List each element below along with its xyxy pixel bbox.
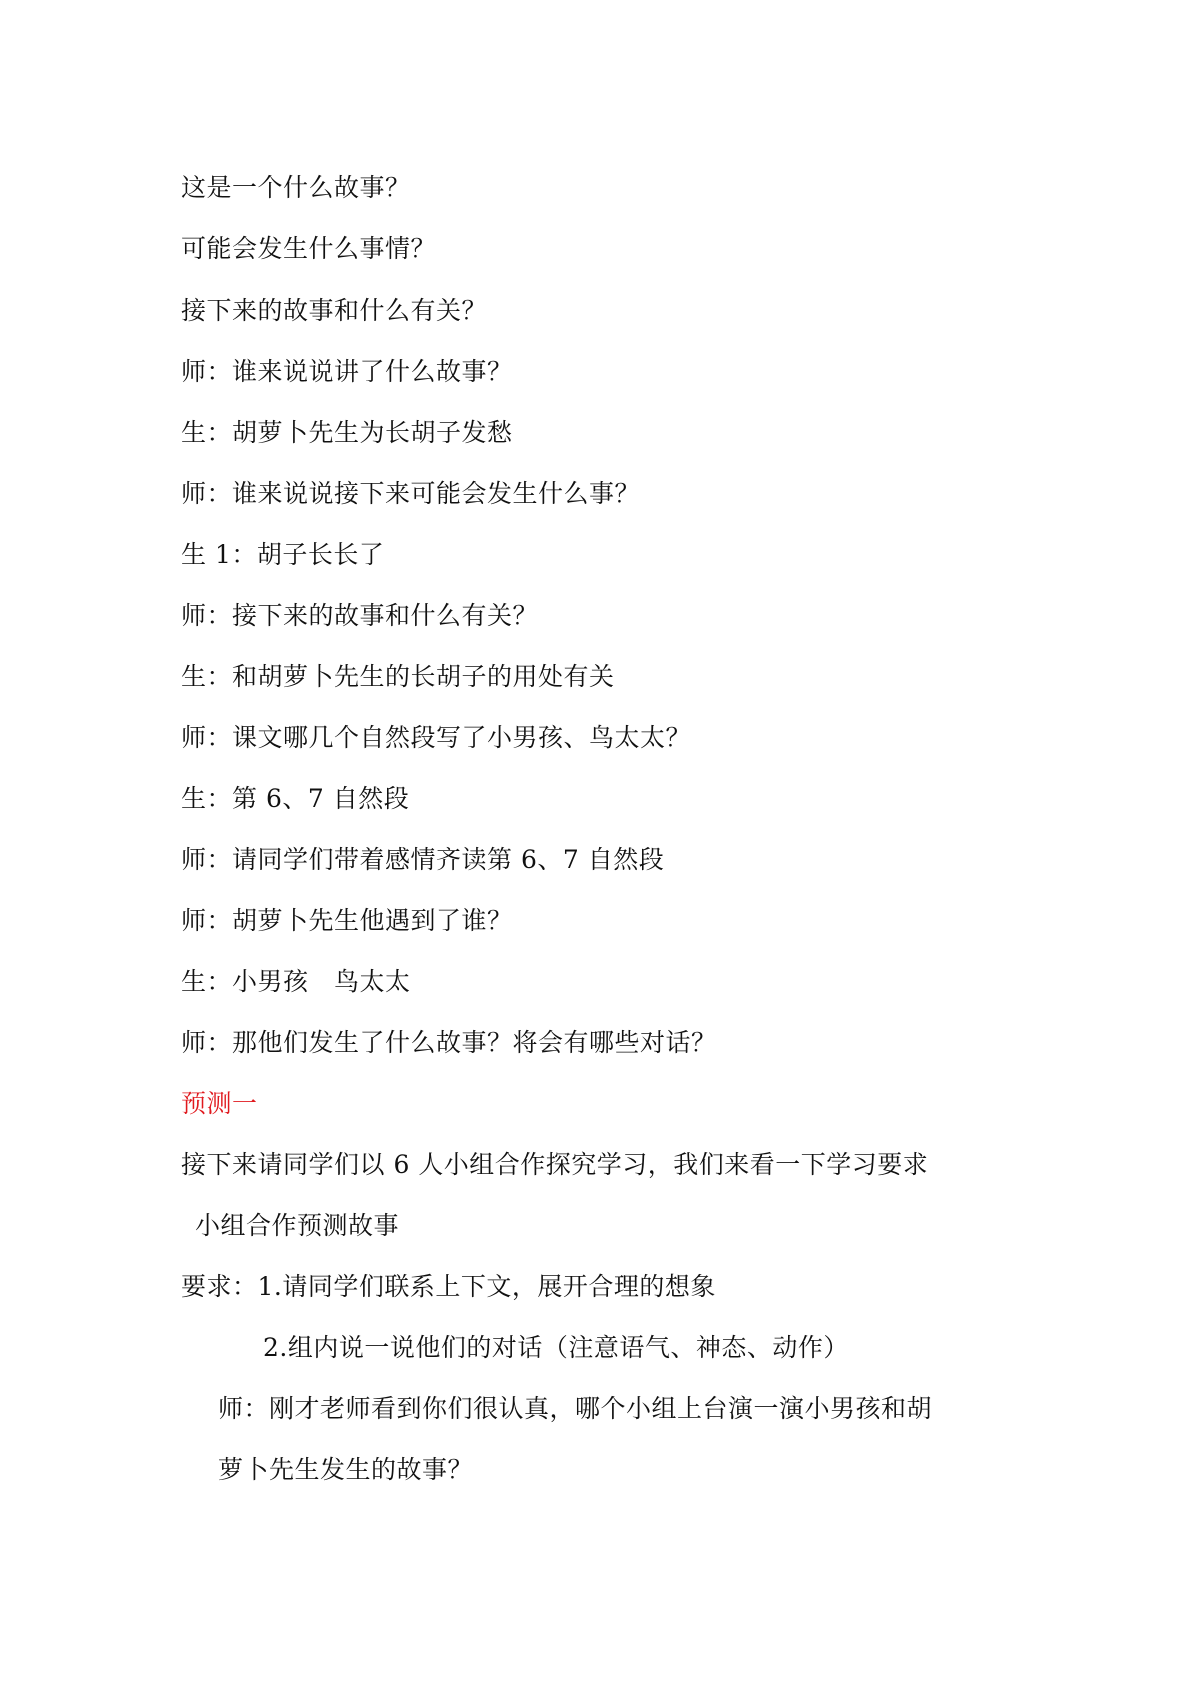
task-title: 小组合作预测故事 [195,1211,400,1240]
dialogue-line: 师：谁来说说接下来可能会发生什么事？ [181,479,641,508]
question-line: 可能会发生什么事情？ [181,234,437,263]
dialogue-line: 师：接下来的故事和什么有关？ [181,601,539,630]
dialogue-line: 生：和胡萝卜先生的长胡子的用处有关 [181,662,615,691]
dialogue-line: 师：请同学们带着感情齐读第 6、7 自然段 [181,845,665,874]
dialogue-line: 生：第 6、7 自然段 [181,784,410,813]
intro-line: 接下来请同学们以 6 人小组合作探究学习，我们来看一下学习要求 [181,1150,929,1179]
requirement-line: 2.组内说一说他们的对话（注意语气、神态、动作） [263,1333,849,1362]
teacher-line: 师：刚才老师看到你们很认真，哪个小组上台演一演小男孩和胡 [218,1394,933,1423]
question-line: 这是一个什么故事？ [181,173,411,202]
requirement-line: 要求：1.请同学们联系上下文，展开合理的想象 [181,1272,716,1301]
dialogue-line: 师：那他们发生了什么故事？将会有哪些对话？ [181,1028,717,1057]
dialogue-line: 生 1：胡子长长了 [181,540,385,569]
dialogue-line: 师：课文哪几个自然段写了小男孩、鸟太太？ [181,723,692,752]
question-line: 接下来的故事和什么有关？ [181,296,488,325]
section-heading: 预测一 [181,1089,258,1118]
dialogue-line: 生：胡萝卜先生为长胡子发愁 [181,418,513,447]
dialogue-line: 师：胡萝卜先生他遇到了谁？ [181,906,513,935]
dialogue-line: 师：谁来说说讲了什么故事？ [181,357,513,386]
dialogue-line: 生：小男孩 鸟太太 [181,967,411,996]
teacher-line: 萝卜先生发生的故事？ [218,1455,474,1484]
